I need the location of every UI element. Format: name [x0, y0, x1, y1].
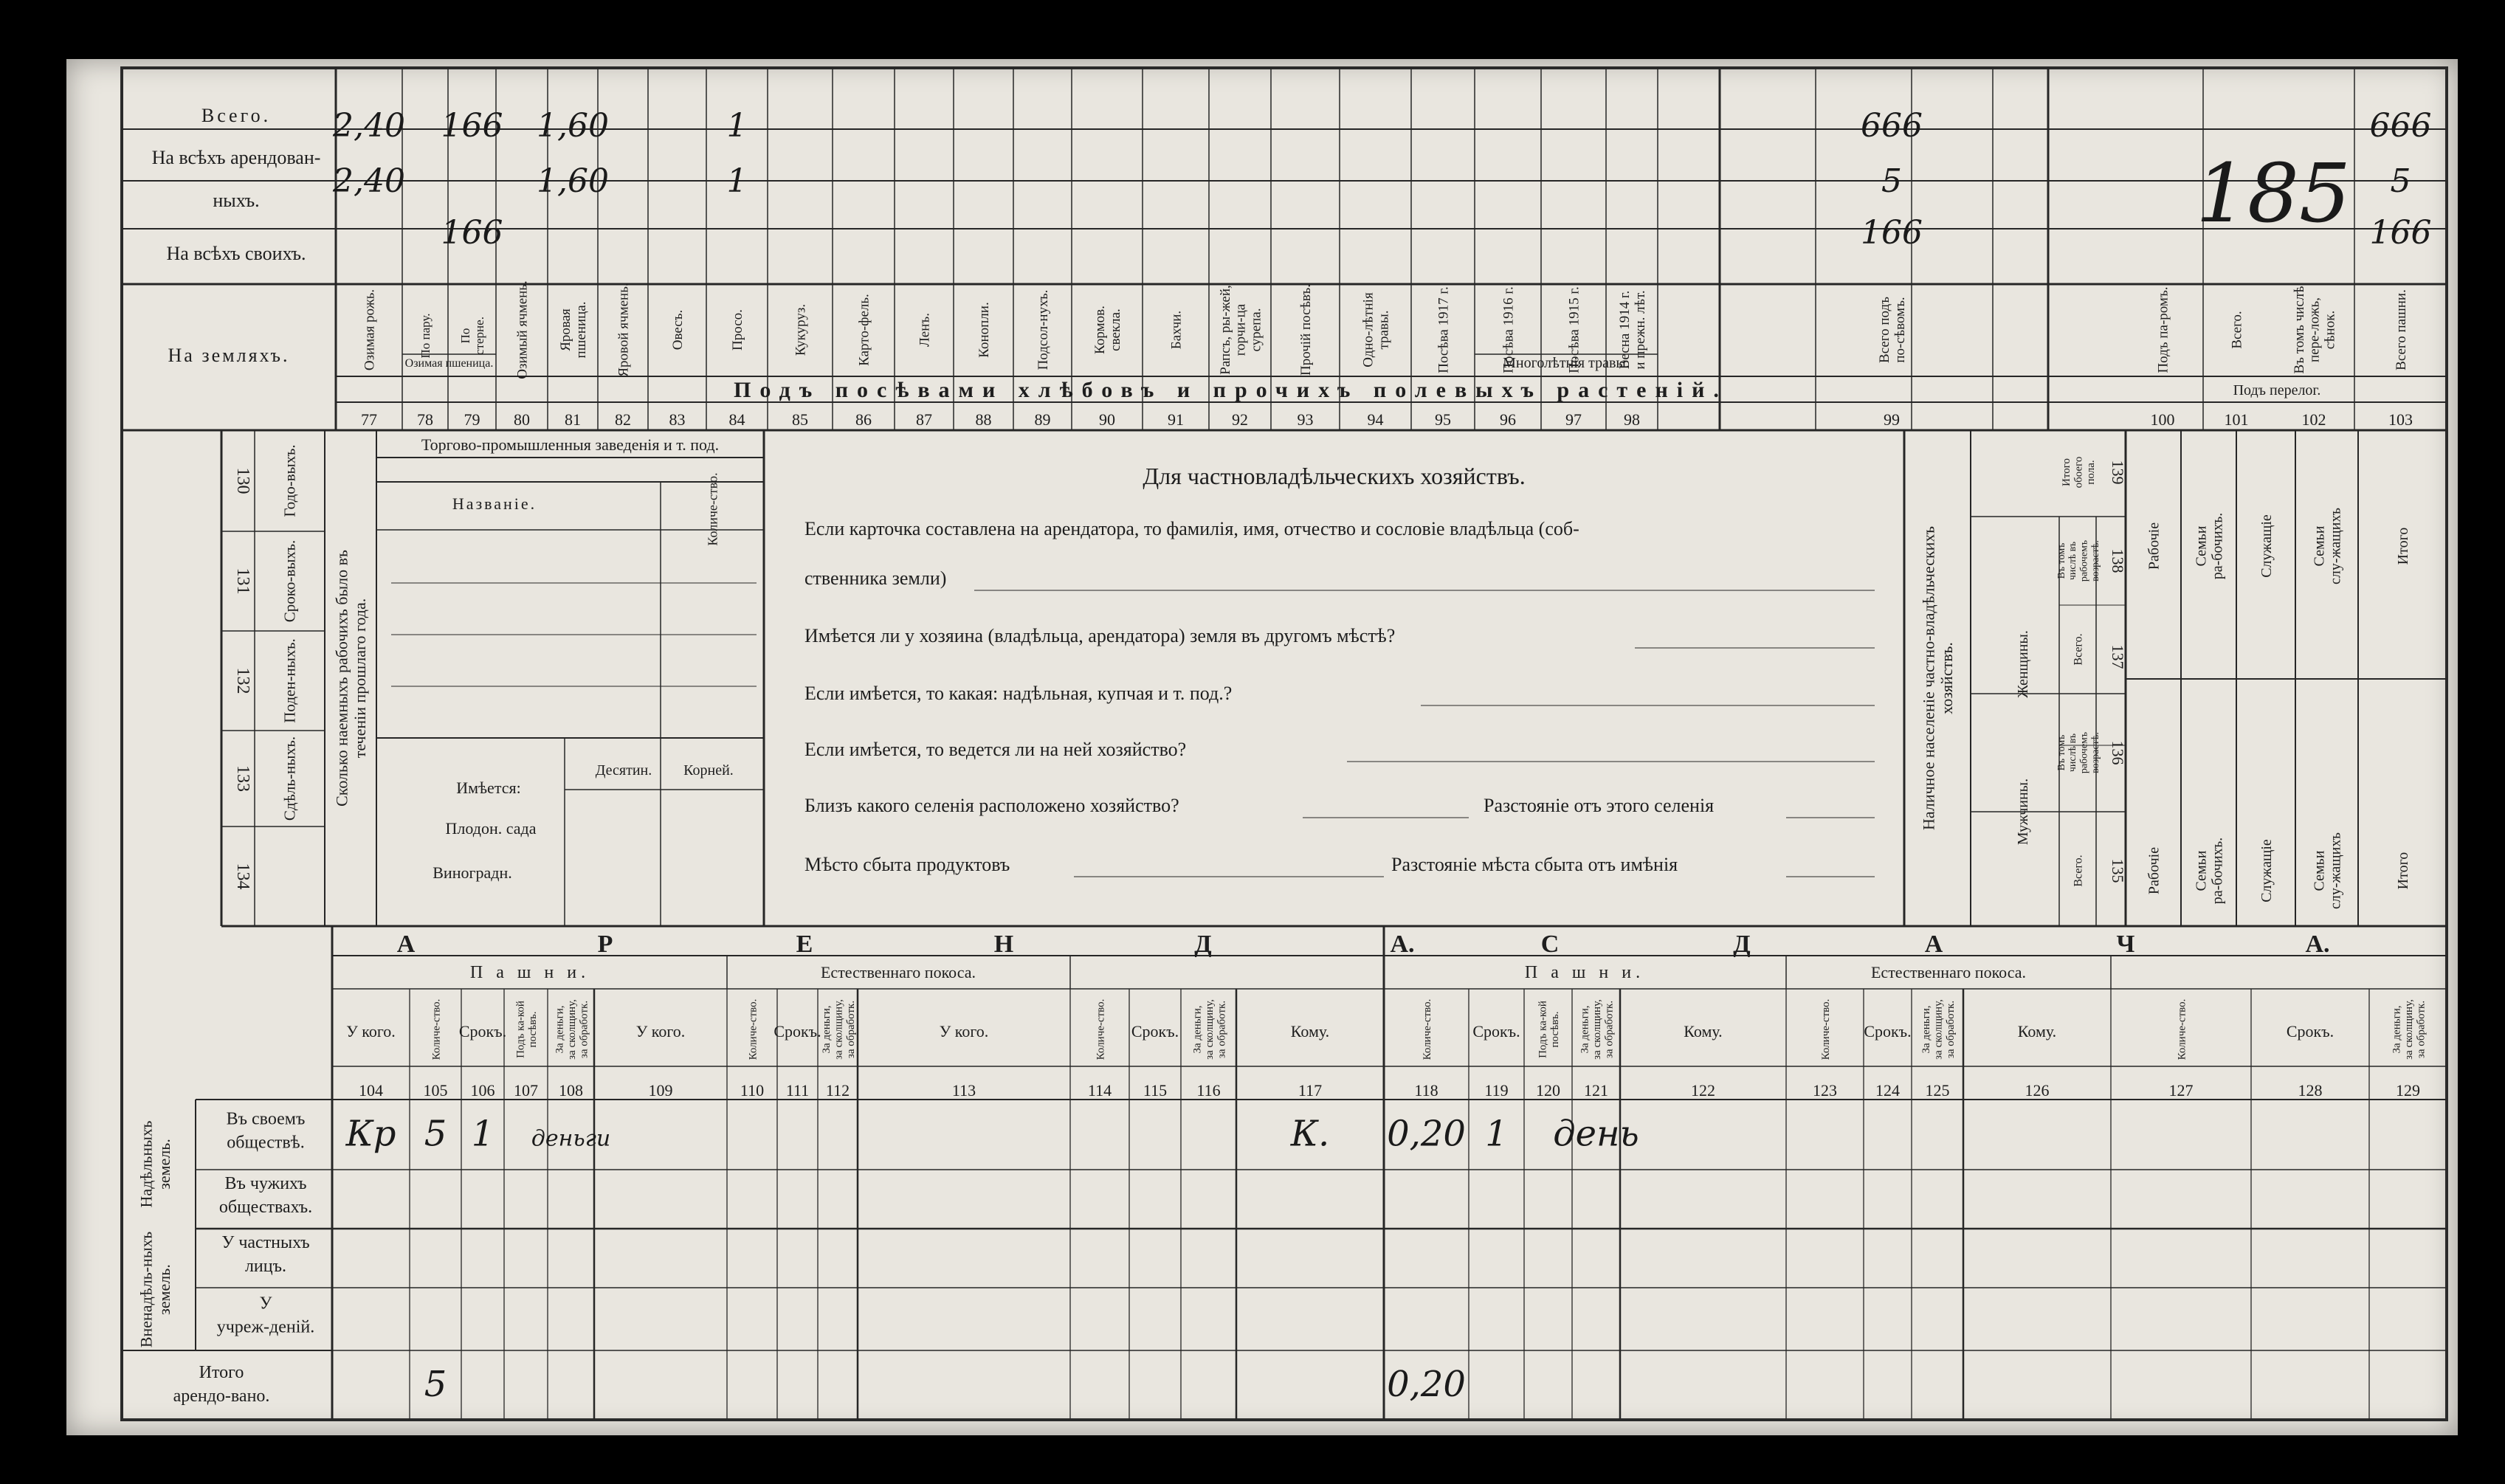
col-number: 101	[2224, 410, 2249, 429]
worker-col-header: Поден-ныхъ.	[280, 638, 299, 723]
row-label-total: Всего.	[201, 105, 272, 126]
lease-row-label: обществахъ.	[218, 1198, 313, 1217]
pop-col-header: возрастѣ.	[2090, 732, 2101, 773]
handwritten-value: 166	[441, 214, 503, 252]
lease-row-label: Въ своемъ	[226, 1109, 306, 1129]
lease-col-number: 104	[359, 1081, 383, 1100]
lease-col-header: за сколщину,	[565, 999, 578, 1060]
sown-banner: Подъ посѣвами хлѣбовъ и прочихъ полевыхъ растеній.	[734, 378, 1728, 402]
col-header: Кормов.	[1092, 306, 1109, 354]
pop-col-number: 137	[2109, 644, 2127, 669]
col-header: сурепа.	[1248, 308, 1264, 352]
lease-col-header: Количе-ство.	[2176, 998, 2188, 1060]
pop-col-number: 135	[2109, 858, 2127, 883]
handwritten-value: 1,60	[537, 107, 609, 145]
population-title: Наличное населеніе частно-владѣльческихъ	[1919, 526, 1938, 830]
lease-row-label: арендо-вано.	[173, 1387, 270, 1406]
pop-col-header: рабочемъ	[2078, 539, 2090, 582]
lease-col-number: 121	[1584, 1081, 1608, 1100]
lease-col-header: Срокъ.	[2286, 1022, 2335, 1040]
col-header: Всего пашни.	[2394, 289, 2410, 370]
private-line: Мѣсто сбыта продуктовъ	[804, 854, 1010, 875]
lease-col-number: 107	[514, 1081, 538, 1100]
col-header: Рапсъ, ры-жей,	[1217, 285, 1233, 375]
pop-col-number: 136	[2109, 740, 2127, 765]
col-number: 90	[1099, 410, 1115, 429]
pop-col-number: 138	[2109, 548, 2127, 573]
lease-col-header: посѣвъ.	[527, 1011, 539, 1048]
trade-qty-head: Количе-ство.	[705, 472, 720, 546]
private-line: Разстояніе отъ этого селенія	[1484, 795, 1715, 816]
lease-col-header: посѣвъ.	[1549, 1011, 1561, 1048]
handwritten-value: 5	[424, 1364, 447, 1405]
lease-col-header: У кого.	[346, 1022, 396, 1040]
lease-col-number: 122	[1691, 1081, 1715, 1100]
winter-wheat-label: Озимая пшеница.	[404, 357, 494, 370]
col-number: 83	[669, 410, 686, 429]
col-number: 94	[1367, 410, 1384, 429]
col-header: Просо.	[730, 309, 746, 351]
lease-col-header: За деньги,	[1579, 1005, 1591, 1054]
handwritten-value: 5	[2390, 162, 2411, 200]
col-header: по-сѣвомъ.	[1892, 297, 1909, 363]
col-number: 81	[565, 410, 581, 429]
lease-col-number: 123	[1813, 1081, 1837, 1100]
private-line: ственника земли)	[804, 567, 947, 589]
lease-col-header: за сколщину,	[1932, 999, 1945, 1060]
lease-col-number: 105	[423, 1081, 448, 1100]
private-line: Имѣется ли у хозяина (владѣльца, арендатора) земля въ другомъ мѣстѣ?	[804, 625, 1396, 646]
lease-col-number: 127	[2168, 1081, 2194, 1100]
handwritten-value: 166	[1861, 214, 1923, 252]
lease-col-header: за обработк.	[844, 1000, 857, 1059]
lease-col-number: 117	[1298, 1081, 1323, 1100]
col-header: Яровой ячмень.	[616, 283, 632, 377]
col-number: 78	[417, 410, 433, 429]
lease-col-header: Срокъ.	[773, 1022, 821, 1040]
trade-title: Торгово-промышленныя заведенія и т. под.	[421, 435, 720, 454]
col-number: 98	[1624, 410, 1640, 429]
lease-row-label: Итого	[199, 1363, 244, 1382]
col-number: 86	[855, 410, 872, 429]
handwritten-value: день	[1553, 1113, 1639, 1155]
col-header: Посѣва 1916 г.	[1500, 286, 1517, 373]
lease-col-number: 111	[785, 1081, 810, 1100]
worker-col-number: 134	[233, 863, 252, 890]
sdacha-letter: Ч	[2116, 931, 2135, 958]
col-header: Посѣва 1917 г.	[1436, 286, 1452, 373]
lease-col-number: 126	[2025, 1081, 2050, 1100]
sdacha-letter: А.	[2305, 931, 2330, 958]
lease-col-header: У кого.	[939, 1022, 989, 1040]
right-col-header: Семьи	[2193, 525, 2210, 567]
arenda-letter: Е	[796, 931, 813, 958]
lease-col-number: 114	[1087, 1081, 1112, 1100]
col-number: 97	[1565, 410, 1582, 429]
lease-col-header: Кому.	[2017, 1022, 2057, 1040]
lease-col-header: За деньги,	[820, 1005, 833, 1054]
lease-col-header: Количе-ство.	[747, 998, 759, 1060]
handwritten-value: 5	[424, 1113, 447, 1155]
col-header: Кукуруз.	[793, 303, 809, 356]
arenda-letter: А	[396, 931, 416, 958]
col-number: 82	[615, 410, 631, 429]
col-number: 91	[1168, 410, 1184, 429]
row-label-leased-2: ныхъ.	[213, 190, 260, 211]
right-col-header: Итого	[2395, 527, 2411, 565]
handwritten-value: Кр	[345, 1113, 396, 1155]
worker-col-header: Годо-выхъ.	[280, 444, 299, 517]
handwritten-value: 166	[441, 107, 503, 145]
lease-col-header: Подъ ка-кой	[1537, 1001, 1549, 1058]
lease-col-header: за обработк.	[1216, 1000, 1228, 1059]
worker-col-number: 131	[233, 567, 252, 595]
handwritten-value: 1,60	[537, 162, 609, 200]
has-label: Имѣется:	[456, 779, 521, 797]
arenda-letter: А.	[1390, 931, 1415, 958]
lease-col-header: Подъ ка-кой	[514, 1001, 527, 1058]
handwritten-value: 1	[726, 162, 748, 200]
col-number: 79	[464, 410, 480, 429]
lease-col-number: 110	[740, 1081, 765, 1100]
handwritten-value: 2,40	[333, 107, 405, 145]
pop-col-header: возрастѣ.	[2090, 540, 2101, 581]
group-nenadel: Вненадѣль-ныхъ	[137, 1231, 156, 1348]
workers-question: Сколько наемныхъ рабочихъ было въ	[332, 550, 351, 807]
col-header: Озимая рожь.	[362, 289, 378, 371]
col-header: свекла.	[1108, 308, 1124, 351]
desyatin-head: Десятин.	[595, 762, 652, 779]
col-header: пшеница.	[573, 301, 590, 359]
col-header: Весна 1914 г.	[1617, 290, 1633, 370]
right-col-footer: Семьи	[2311, 850, 2328, 891]
col-number: 95	[1435, 410, 1451, 429]
right-col-header: Семьи	[2311, 525, 2328, 567]
vineyard-label: Виноградн.	[433, 863, 512, 882]
perennial-label: Многолѣтнія травы.	[1503, 355, 1630, 371]
lease-col-header: за обработк.	[1603, 1000, 1616, 1059]
handwritten-value: 666	[1861, 107, 1923, 145]
handwritten-value: 1	[1485, 1113, 1508, 1155]
lease-col-number: 113	[951, 1081, 976, 1100]
right-col-footer: слу-жащихъ	[2327, 832, 2344, 909]
lease-col-number: 118	[1414, 1081, 1438, 1100]
arenda-pokos-label: Естественнаго покоса.	[820, 963, 976, 981]
col-number: 85	[792, 410, 808, 429]
handwritten-large-number: 185	[2196, 146, 2351, 241]
worker-col-header: Сдѣль-ныхъ.	[280, 736, 299, 821]
lease-col-number: 108	[559, 1081, 583, 1100]
lease-col-number: 120	[1536, 1081, 1560, 1100]
handwritten-value: 0,20	[1387, 1113, 1466, 1155]
lease-col-header: Срокъ.	[458, 1022, 507, 1040]
population-title: хозяйствъ.	[1937, 642, 1956, 714]
lease-col-header: за сколщину,	[1203, 999, 1216, 1060]
col-header: По пару.	[418, 313, 433, 359]
lease-col-number: 115	[1143, 1081, 1168, 1100]
pop-men-label: Мужчины.	[2015, 778, 2031, 846]
lease-col-header: Кому.	[1684, 1022, 1723, 1040]
lease-col-header: Кому.	[1290, 1022, 1330, 1040]
pop-col-header: числѣ въ	[2067, 733, 2079, 773]
col-header: Прочій посѣвъ.	[1298, 284, 1314, 376]
sdacha-letter: С	[1540, 931, 1560, 958]
col-header: Карто-фель.	[856, 294, 872, 366]
private-line: Если имѣется, то какая: надѣльная, купчая и т. под.?	[804, 683, 1233, 704]
lease-col-header: Срокъ.	[1131, 1022, 1179, 1040]
col-header: Овесъ.	[670, 309, 686, 351]
group-nenadel: земель.	[154, 1264, 173, 1315]
private-title: Для частновладѣльческихъ хозяйствъ.	[1143, 463, 1526, 489]
col-header: Бахчи.	[1168, 310, 1185, 350]
col-header: стерне.	[472, 317, 486, 355]
pop-col-header: Въ томъ	[2056, 734, 2067, 771]
col-number: 99	[1884, 410, 1900, 429]
worker-col-number: 133	[233, 765, 252, 792]
col-header: травы.	[1376, 310, 1392, 350]
lease-col-number: 124	[1875, 1081, 1900, 1100]
sdacha-letter: Д	[1733, 931, 1751, 958]
private-line: Если имѣется, то ведется ли на ней хозяйство?	[804, 739, 1187, 760]
fallow-label: Подъ перелог.	[2233, 382, 2321, 398]
lease-col-header: За деньги,	[554, 1005, 566, 1054]
row-label-on-lands: На земляхъ.	[168, 345, 290, 366]
col-header: Всего.	[2229, 311, 2245, 349]
row-label-leased: На всѣхъ арендован-	[151, 147, 321, 168]
lease-col-header: за обработк.	[1944, 1000, 1957, 1059]
col-header: Одно-лѣтнія	[1360, 292, 1376, 367]
arenda-letter: Р	[597, 931, 613, 958]
col-number: 88	[975, 410, 992, 429]
sdacha-pokos-label: Естественнаго покоса.	[1870, 963, 2027, 981]
pop-col-header: Въ томъ	[2056, 542, 2067, 579]
row-label-own: На всѣхъ своихъ.	[166, 243, 306, 264]
orchard-label: Плодон. сада	[445, 819, 537, 838]
lease-row-label: У частныхъ	[221, 1233, 310, 1252]
col-header: Яровая	[558, 308, 574, 351]
col-header: Ленъ.	[917, 313, 933, 347]
arenda-letter: Н	[993, 931, 1014, 958]
lease-row-label: обществѣ.	[227, 1133, 305, 1153]
workers-question: теченіи прошлаго года.	[350, 598, 369, 759]
lease-col-header: Количе-ство.	[1421, 998, 1433, 1060]
col-header: Подъ па-ромъ.	[2155, 286, 2171, 373]
group-nadel: земель.	[154, 1139, 173, 1190]
lease-col-header: за обработк.	[2415, 1000, 2428, 1059]
pop-col-header: Итого	[2060, 458, 2072, 486]
pop-women-label: Женщины.	[2015, 630, 2031, 698]
handwritten-value: 2,40	[333, 162, 405, 200]
right-col-header: Служащіе	[2258, 514, 2275, 578]
lease-col-number: 109	[648, 1081, 673, 1100]
worker-col-header: Сроко-выхъ.	[280, 539, 299, 623]
private-line: Разстояніе мѣста сбыта отъ имѣнія	[1391, 854, 1678, 875]
sdacha-letter: А	[1924, 931, 1943, 958]
col-header: горчи-ца	[1233, 303, 1249, 356]
col-number: 100	[2150, 410, 2175, 429]
right-col-footer: Служащіе	[2258, 839, 2275, 903]
col-number: 93	[1297, 410, 1314, 429]
col-number: 92	[1232, 410, 1248, 429]
handwritten-value: 166	[2369, 214, 2432, 252]
lease-col-number: 119	[1484, 1081, 1509, 1100]
col-header: Подсол-нухъ.	[1036, 289, 1052, 370]
right-col-footer: Семьи	[2193, 850, 2210, 891]
lease-col-number: 116	[1196, 1081, 1221, 1100]
lease-col-number: 106	[470, 1081, 495, 1100]
col-header: сѣнок.	[2322, 310, 2338, 350]
lease-col-header: У кого.	[635, 1022, 686, 1040]
pop-col-header: пола.	[2084, 460, 2097, 485]
right-col-header: Рабочіе	[2146, 522, 2163, 570]
roots-head: Корней.	[683, 762, 734, 779]
lease-col-header: Срокъ.	[1864, 1022, 1912, 1040]
sdacha-pashni-label: П а ш н и.	[1524, 963, 1645, 982]
col-number: 103	[2388, 410, 2413, 429]
right-col-footer: ра-бочихъ.	[2209, 837, 2226, 905]
lease-col-header: За деньги,	[1920, 1005, 1932, 1054]
lease-col-number: 129	[2396, 1081, 2420, 1100]
col-header: Конопли.	[976, 302, 993, 358]
col-header: Всего подъ	[1877, 297, 1893, 363]
right-col-header: слу-жащихъ	[2327, 508, 2344, 584]
lease-row-label: Въ чужихъ	[224, 1174, 307, 1193]
lease-row-label: У	[259, 1294, 272, 1314]
handwritten-value: К.	[1290, 1113, 1330, 1155]
col-header: Озимый ячмень.	[514, 280, 531, 379]
lease-col-header: за сколщину,	[1591, 999, 1603, 1060]
col-header: Посѣва 1915 г.	[1566, 286, 1582, 373]
handwritten-value: 1	[726, 107, 748, 145]
worker-col-number: 132	[233, 667, 252, 694]
col-header: пере-ложь,	[2306, 297, 2323, 362]
handwritten-value: 666	[2369, 107, 2432, 145]
right-col-header: ра-бочихъ.	[2209, 512, 2226, 580]
lease-col-header: за сколщину,	[2402, 999, 2415, 1060]
trade-name-head: Названіе.	[452, 494, 537, 513]
lease-col-header: за обработк.	[578, 1000, 590, 1059]
col-header: По	[458, 328, 473, 344]
worker-col-number: 130	[233, 467, 252, 494]
lease-col-header: Количе-ство.	[1819, 998, 1832, 1060]
col-header: и прежн. лѣт.	[1633, 290, 1649, 370]
lease-col-header: Срокъ.	[1472, 1022, 1520, 1040]
right-col-footer: Итого	[2395, 852, 2411, 890]
lease-col-header: Количе-ство.	[1095, 998, 1107, 1060]
lease-col-number: 112	[825, 1081, 850, 1100]
lease-row-label: лицъ.	[244, 1257, 287, 1276]
arenda-letter: Д	[1194, 931, 1212, 958]
handwritten-value: 1	[471, 1113, 495, 1155]
handwritten-value: деньги	[531, 1125, 611, 1152]
col-number: 84	[728, 410, 745, 429]
lease-col-number: 128	[2298, 1081, 2323, 1100]
col-number: 87	[916, 410, 932, 429]
lease-col-header: За деньги,	[2391, 1005, 2403, 1054]
lease-col-header: Количе-ство.	[430, 998, 443, 1060]
private-line: Близъ какого селенія расположено хозяйство?	[804, 795, 1179, 816]
handwritten-value: 5	[1881, 162, 1902, 200]
lease-col-number: 125	[1925, 1081, 1950, 1100]
lease-row-label: учреж-деній.	[216, 1317, 315, 1337]
pop-col-header: обоего	[2072, 456, 2085, 489]
pop-col-number: 139	[2109, 460, 2127, 485]
col-number: 96	[1500, 410, 1516, 429]
col-number: 102	[2301, 410, 2326, 429]
col-number: 80	[514, 410, 530, 429]
pop-col-header: Всего.	[2072, 855, 2085, 887]
pop-col-header: числѣ въ	[2067, 541, 2079, 581]
col-header: Въ томъ числѣ	[2291, 286, 2307, 374]
lease-col-header: за сколщину,	[833, 999, 845, 1060]
right-col-footer: Рабочіе	[2146, 846, 2163, 895]
arenda-pashni-label: П а ш н и.	[469, 963, 590, 982]
pop-col-header: Всего.	[2072, 633, 2085, 666]
handwritten-value: 0,20	[1387, 1364, 1466, 1405]
group-nadel: Надѣльныхъ	[137, 1120, 156, 1208]
lease-col-header: За деньги,	[1191, 1005, 1204, 1054]
private-line: Если карточка составлена на арендатора, то фамилія, имя, отчество и сословіе владѣльца (соб-	[804, 518, 1579, 539]
pop-col-header: рабочемъ	[2078, 731, 2090, 774]
col-number: 77	[361, 410, 377, 429]
col-number: 89	[1034, 410, 1051, 429]
